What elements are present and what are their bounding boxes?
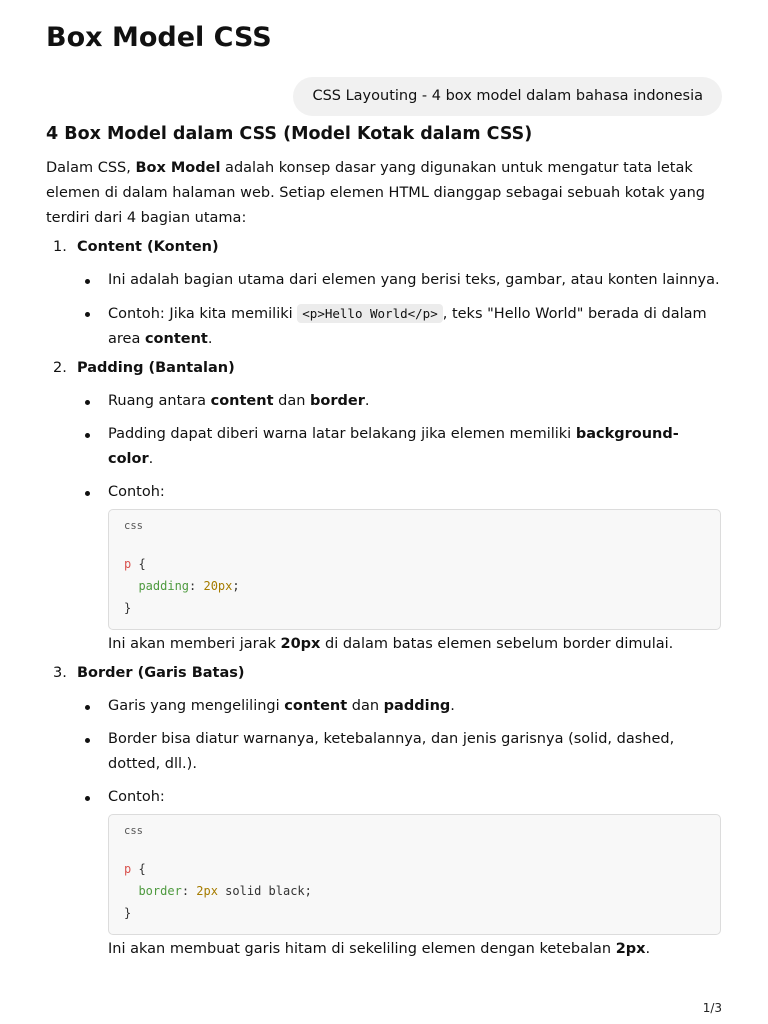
code-value: 2px	[196, 884, 218, 898]
list-item-title: Content (Konten)	[77, 239, 219, 255]
code-semicolon: ;	[232, 579, 240, 593]
bullet-text: .	[364, 393, 370, 409]
bullet-dot-icon	[85, 433, 90, 438]
bullet-item	[77, 727, 722, 777]
bullet-bold: background-color	[108, 426, 679, 467]
bullet-item	[77, 785, 722, 935]
document-title: Box Model CSS	[46, 22, 272, 53]
bullet-item	[77, 389, 722, 414]
inline-code: <p>Hello World</p>	[297, 304, 442, 323]
bullet-text: , teks "Hello World" berada di dalam area	[108, 306, 707, 347]
response-content	[46, 120, 722, 962]
list-item-title: Border (Garis Batas)	[77, 665, 245, 681]
code-line	[124, 575, 705, 597]
page-number: 1/3	[702, 1001, 722, 1015]
bullet-text: Contoh: Jika kita memiliki	[108, 306, 298, 322]
bullet-item	[77, 422, 722, 472]
bullet-dot-icon	[85, 796, 90, 801]
bullet-text: Border bisa diatur warnanya, ketebalannya, dan jenis garisnya (solid, dashed, dotted, dll.).	[108, 731, 675, 772]
bullet-bold: content	[284, 698, 348, 714]
bullet-bold: padding	[383, 698, 451, 714]
bullet-bold: content	[210, 393, 274, 409]
explanation-text: Ini akan memberi jarak	[108, 636, 281, 652]
bullet-dot-icon	[85, 312, 90, 317]
bullet-text: Ruang antara	[108, 393, 211, 409]
bullet-dot-icon	[85, 705, 90, 710]
bullet-text: Garis yang mengelilingi	[108, 698, 285, 714]
list-item-padding	[46, 356, 722, 657]
list-item-border	[46, 661, 722, 962]
code-block	[108, 814, 721, 935]
code-property: padding	[138, 579, 190, 593]
explanation-text: Ini akan membuat garis hitam di sekeliling elemen dengan ketebalan	[108, 941, 616, 957]
list-item-content	[46, 235, 722, 352]
explanation-text: di dalam batas elemen sebelum border dimulai.	[320, 636, 674, 652]
explanation-bold: 2px	[615, 941, 646, 957]
code-colon: :	[181, 884, 197, 898]
intro-text: Dalam CSS,	[46, 160, 136, 176]
bullet-bold: border	[310, 393, 365, 409]
bullet-text: Contoh:	[108, 789, 165, 805]
code-value-rest: solid black	[217, 884, 305, 898]
bullet-dot-icon	[85, 491, 90, 496]
code-line	[124, 553, 705, 575]
list-number: 2.	[53, 360, 67, 376]
user-message-bubble: CSS Layouting - 4 box model dalam bahasa indonesia	[293, 77, 722, 116]
bullet-text: Padding dapat diberi warna latar belakang jika elemen memiliki	[108, 426, 576, 442]
code-language-label: css	[124, 825, 143, 837]
intro-paragraph	[46, 156, 722, 231]
bullet-item	[77, 480, 722, 630]
list-number: 3.	[53, 665, 67, 681]
section-heading: 4 Box Model dalam CSS (Model Kotak dalam CSS)	[46, 124, 533, 144]
code-colon: :	[189, 579, 204, 593]
code-line	[124, 880, 705, 902]
code-property: border	[138, 884, 182, 898]
code-brace: {	[131, 557, 146, 571]
bullet-text: Ini adalah bagian utama dari elemen yang berisi teks, gambar, atau konten lainnya.	[108, 272, 720, 288]
code-line	[124, 858, 705, 880]
bullet-dot-icon	[85, 400, 90, 405]
code-semicolon: ;	[304, 884, 312, 898]
code-value: 20px	[203, 579, 233, 593]
bullet-text: Contoh:	[108, 484, 165, 500]
bullet-item	[77, 301, 722, 352]
intro-text-rest: adalah konsep dasar yang digunakan untuk mengatur tata letak elemen di dalam halaman web. Setiap elemen HTML dianggap sebagai sebuah kotak yang terdiri dari 4 bagian utama:	[46, 160, 705, 226]
code-brace: }	[124, 906, 132, 920]
bullet-text: .	[207, 331, 213, 347]
code-explanation	[108, 632, 722, 657]
list-item-title: Padding (Bantalan)	[77, 360, 235, 376]
bullet-item	[77, 694, 722, 719]
code-brace: }	[124, 601, 132, 615]
bullet-dot-icon	[85, 738, 90, 743]
explanation-text: .	[645, 941, 651, 957]
code-selector: p	[124, 862, 132, 876]
list-number: 1.	[53, 239, 67, 255]
bullet-dot-icon	[85, 279, 90, 284]
bullet-text: dan	[347, 698, 384, 714]
bullet-text: .	[148, 451, 154, 467]
code-selector: p	[124, 557, 132, 571]
code-line	[124, 902, 705, 924]
code-language-label: css	[124, 520, 143, 532]
bullet-text: .	[450, 698, 455, 714]
intro-bold: Box Model	[135, 160, 221, 176]
code-explanation	[108, 937, 722, 962]
code-brace: {	[131, 862, 146, 876]
code-line	[124, 597, 705, 619]
explanation-bold: 20px	[280, 636, 321, 652]
code-block	[108, 509, 721, 630]
bullet-item	[77, 268, 722, 293]
bullet-bold: content	[144, 331, 208, 347]
bullet-text: dan	[273, 393, 311, 409]
